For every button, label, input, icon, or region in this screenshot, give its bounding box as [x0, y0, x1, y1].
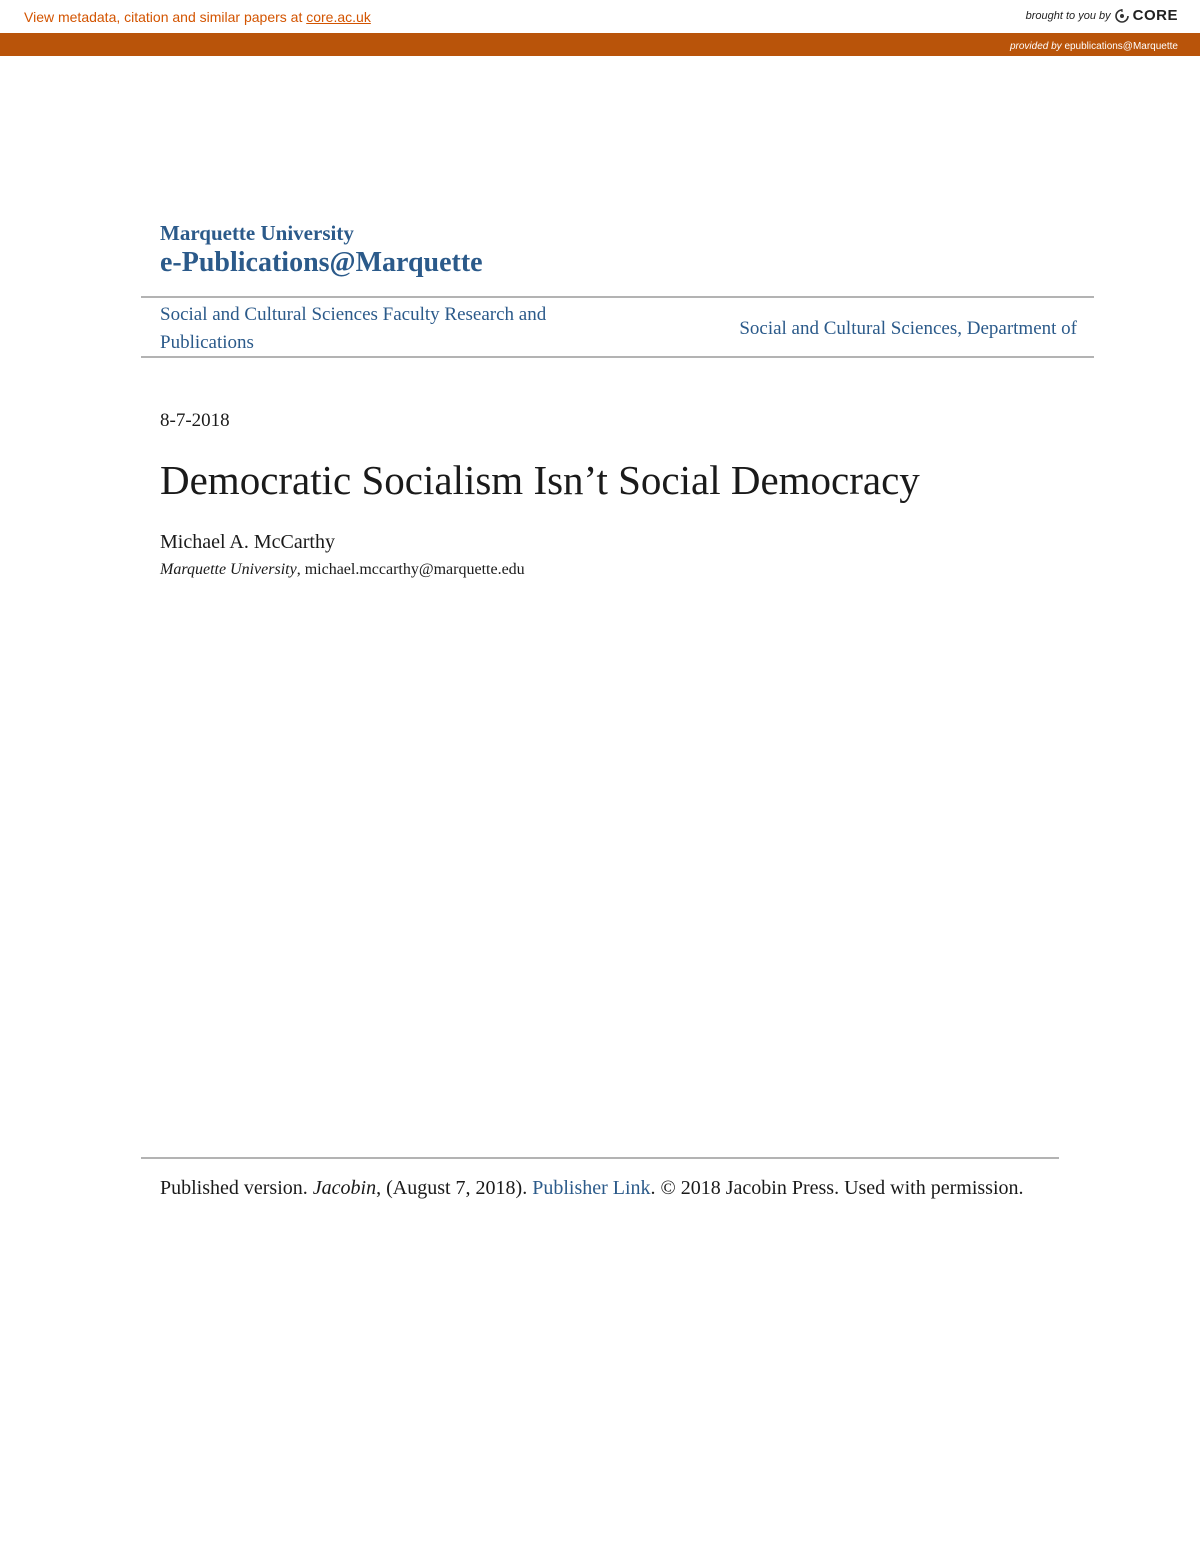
core-metadata-line	[24, 9, 371, 25]
divider-top	[141, 296, 1094, 298]
affiliation-institution: Marquette University	[160, 561, 297, 578]
university-name[interactable]: Marquette University	[160, 221, 354, 245]
divider-footer	[141, 1157, 1059, 1159]
provided-by-source: epublications@Marquette	[1064, 41, 1178, 52]
core-logo-icon	[1114, 8, 1130, 24]
core-logo-text: CORE	[1132, 7, 1178, 24]
core-link[interactable]: core.ac.uk	[306, 9, 371, 25]
collection-link[interactable]: Social and Cultural Sciences Faculty Research and Publications	[160, 304, 547, 353]
author-name: Michael A. McCarthy	[160, 531, 335, 553]
pub-middle: , (August 7, 2018).	[376, 1177, 533, 1199]
publication-note	[160, 1174, 1040, 1203]
divider-bottom	[141, 356, 1094, 358]
department-link[interactable]: Social and Cultural Sciences, Department of	[739, 318, 1077, 339]
core-provided-band	[0, 33, 1200, 56]
repository-name[interactable]: e-Publications@Marquette	[160, 247, 483, 278]
pub-journal: Jacobin	[312, 1177, 377, 1199]
pub-prefix: Published version.	[160, 1177, 313, 1199]
provided-by-prefix: provided by	[1009, 41, 1062, 52]
core-top-bar	[0, 0, 1200, 33]
publisher-link[interactable]: Publisher Link	[532, 1177, 651, 1199]
author-affiliation	[160, 561, 525, 579]
article-title: Democratic Socialism Isn’t Social Democracy	[160, 457, 920, 503]
institution-header	[160, 220, 483, 280]
core-metadata-text: View metadata, citation and similar papers at	[24, 9, 307, 25]
provided-by-line[interactable]	[1010, 41, 1178, 52]
affiliation-email: , michael.mccarthy@marquette.edu	[296, 561, 525, 578]
publication-date: 8-7-2018	[160, 410, 230, 431]
brought-by-text: brought to you by	[1025, 9, 1111, 22]
pub-suffix: . © 2018 Jacobin Press. Used with permission.	[650, 1177, 1024, 1199]
core-brought-by[interactable]	[1026, 7, 1178, 24]
